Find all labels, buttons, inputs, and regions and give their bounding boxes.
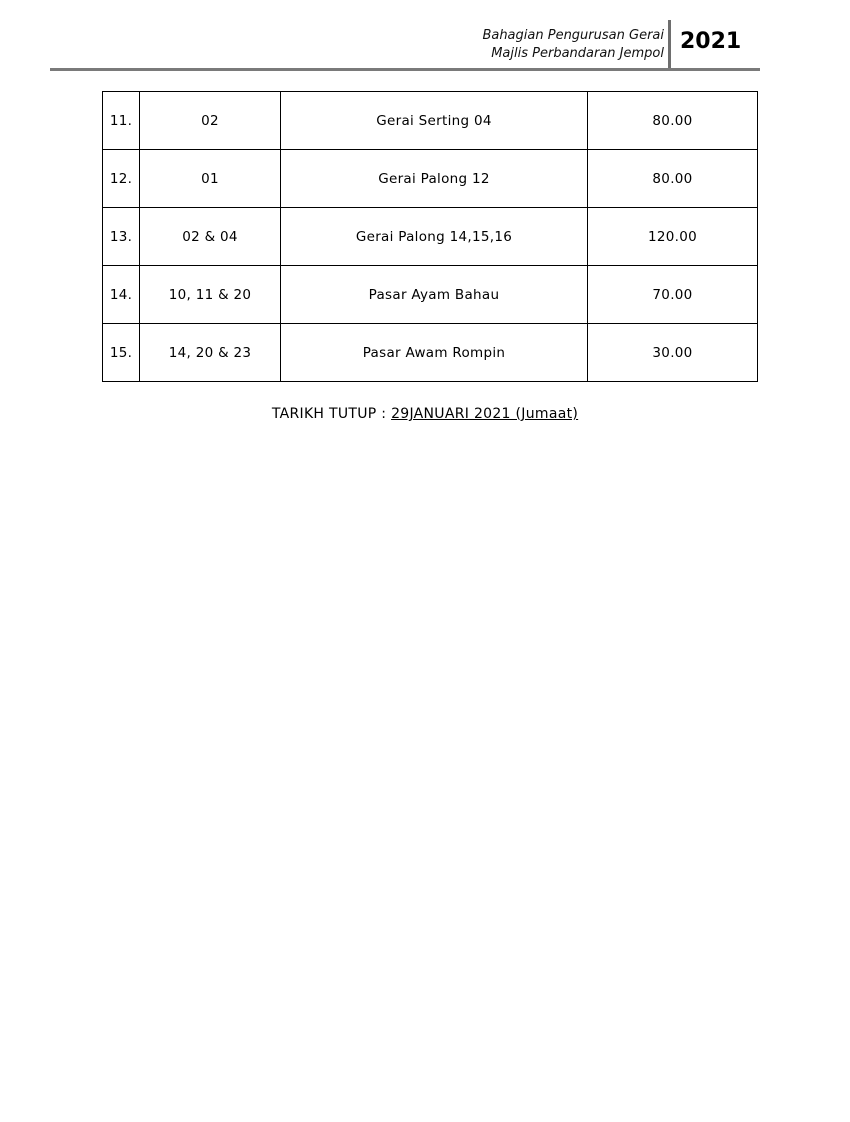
page-header: [50, 18, 760, 72]
stall-location: Gerai Palong 14,15,16: [281, 208, 588, 266]
stall-location: Pasar Ayam Bahau: [281, 266, 588, 324]
stall-number: 01: [140, 150, 281, 208]
rental-amount: 80.00: [588, 92, 758, 150]
closing-date-label: TARIKH TUTUP :: [271, 406, 392, 422]
stall-table: [102, 91, 758, 382]
stall-number: 02: [140, 92, 281, 150]
rental-amount: 30.00: [588, 324, 758, 382]
stall-number: 02 & 04: [140, 208, 281, 266]
stall-location: Gerai Serting 04: [281, 92, 588, 150]
row-number: 11.: [103, 92, 140, 150]
table-row: [103, 324, 758, 382]
table-row: [103, 208, 758, 266]
header-department: Bahagian Pengurusan Gerai: [482, 28, 664, 43]
row-number: 14.: [103, 266, 140, 324]
header-council: Majlis Perbandaran Jempol: [491, 46, 664, 61]
row-number: 15.: [103, 324, 140, 382]
table-row: [103, 150, 758, 208]
header-organization: [482, 27, 664, 63]
header-rule: [50, 68, 760, 71]
rental-amount: 80.00: [588, 150, 758, 208]
rental-amount: 70.00: [588, 266, 758, 324]
header-year: 2021: [680, 29, 742, 54]
rental-amount: 120.00: [588, 208, 758, 266]
stall-number: 14, 20 & 23: [140, 324, 281, 382]
stall-location: Pasar Awam Rompin: [281, 324, 588, 382]
closing-date-value: 29JANUARI 2021 (Jumaat): [391, 406, 579, 422]
header-divider: [668, 20, 671, 69]
table-row: [103, 266, 758, 324]
table-row: [103, 92, 758, 150]
closing-date-line: [0, 406, 850, 422]
row-number: 13.: [103, 208, 140, 266]
row-number: 12.: [103, 150, 140, 208]
stall-location: Gerai Palong 12: [281, 150, 588, 208]
stall-number: 10, 11 & 20: [140, 266, 281, 324]
